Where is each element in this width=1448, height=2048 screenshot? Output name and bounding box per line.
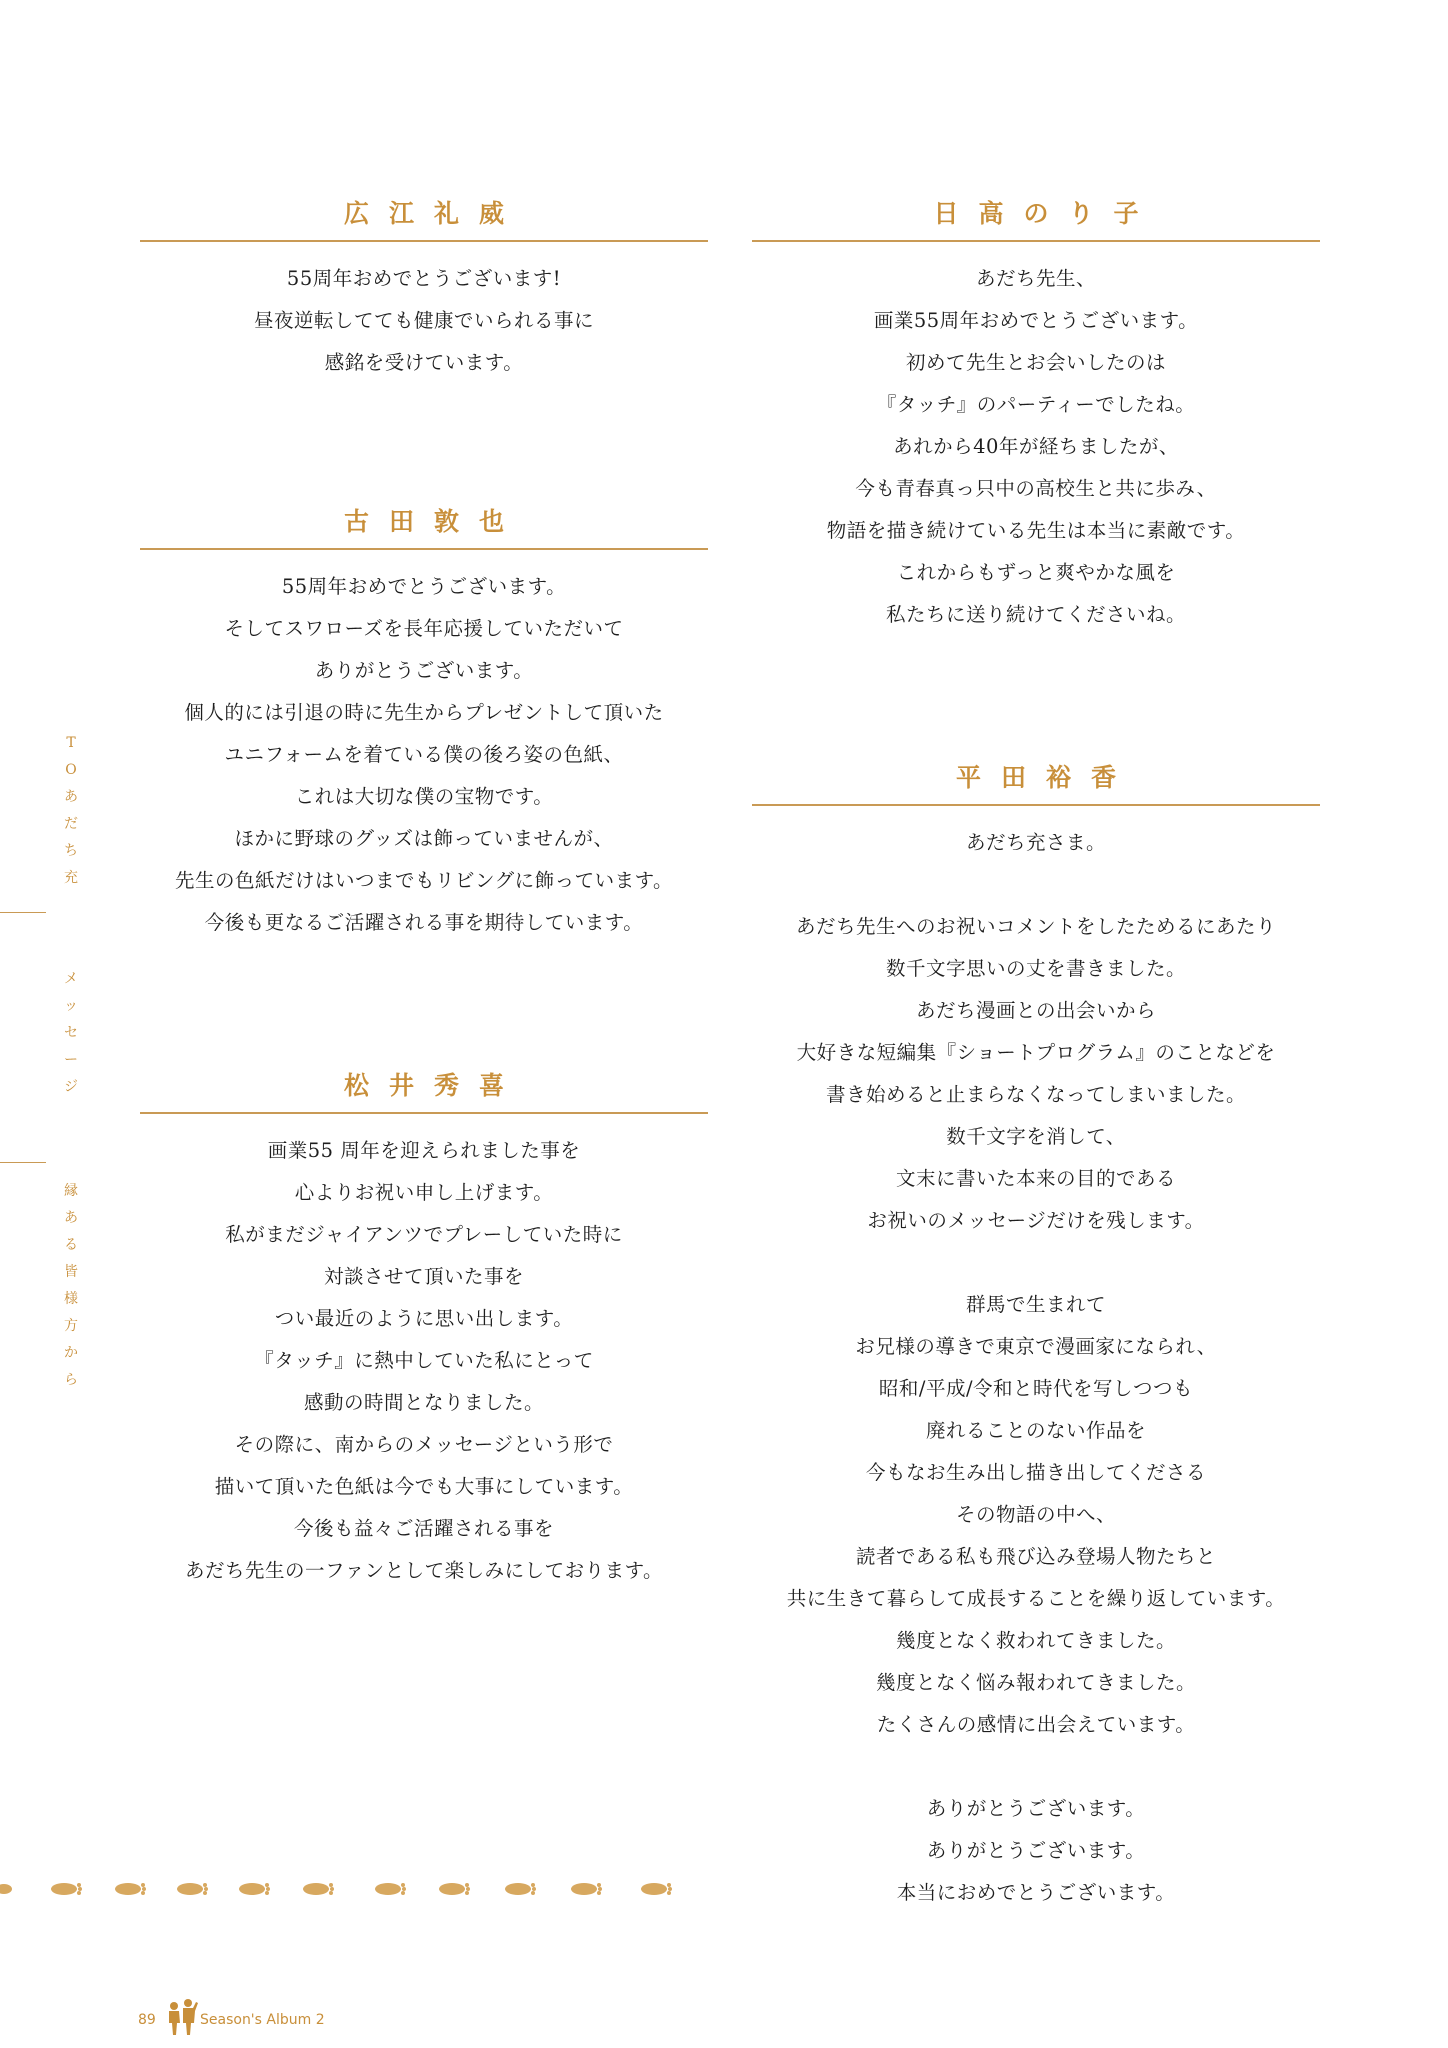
message-line: 感動の時間となりました。 <box>303 1391 544 1414</box>
message-line: 群馬で生まれて <box>965 1293 1106 1316</box>
message-line: これは大切な僕の宝物です。 <box>294 785 554 808</box>
message-line: 読者である私も飛び込み登場人物たちと <box>855 1545 1216 1568</box>
side-index-char: ジ <box>64 1079 78 1095</box>
side-index-char: メ <box>64 971 78 987</box>
message-line: 私たちに送り続けてくださいね。 <box>885 603 1186 626</box>
message-line: お祝いのメッセージだけを残します。 <box>867 1209 1205 1232</box>
message-section <box>752 760 1320 1914</box>
message-line: 大好きな短編集『ショートプログラム』のことなどを <box>796 1041 1276 1064</box>
message-line: 55周年おめでとうございます。 <box>281 575 567 598</box>
side-index-subtitle <box>58 966 84 1101</box>
message-line: 共に生きて暮らして成長することを繰り返しています。 <box>786 1587 1286 1610</box>
message-line: ほかに野球のグッズは飾っていませんが、 <box>234 827 614 850</box>
page-number: 89 <box>138 2012 156 2028</box>
side-index-char: 方 <box>64 1318 78 1334</box>
message-section <box>140 1068 708 1592</box>
message-body <box>140 1130 708 1592</box>
book-title: Season's Album 2 <box>200 2012 325 2028</box>
message-line <box>752 1242 1320 1284</box>
message-line: ユニフォームを着ている僕の後ろ姿の色紙、 <box>224 743 624 766</box>
message-line: 先生の色紙だけはいつまでもリビングに飾っています。 <box>174 869 674 892</box>
contributor-name: 広江礼威 <box>343 199 524 228</box>
contributor-name: 日高のり子 <box>933 199 1159 228</box>
message-line: 今も青春真っ只中の高校生と共に歩み、 <box>855 477 1217 500</box>
two-boys-silhouette-icon <box>164 1998 198 2036</box>
message-line: あだち先生、 <box>975 267 1096 290</box>
message-line: あだち先生へのお祝いコメントをしたためるにあたり <box>795 915 1276 938</box>
message-line: 物語を描き続けている先生は本当に素敵です。 <box>826 519 1246 542</box>
message-body <box>140 566 708 944</box>
heading-rule <box>752 804 1320 806</box>
side-index-char: セ <box>64 1025 78 1041</box>
message-line: 今後も更なるご活躍される事を期待しています。 <box>204 911 644 934</box>
message-line: 昭和/平成/令和と時代を写しつつも <box>878 1377 1194 1400</box>
message-line: その物語の中へ、 <box>955 1503 1116 1526</box>
message-line: そしてスワローズを長年応援していただいて <box>224 617 624 640</box>
message-line: 私がまだジャイアンツでプレーしていた時に <box>225 1223 623 1246</box>
message-line: 初めて先生とお会いしたのは <box>905 351 1166 374</box>
side-index-char: だ <box>64 816 78 832</box>
message-line: 55周年おめでとうございます! <box>286 267 562 290</box>
side-divider <box>0 1162 46 1163</box>
message-line: 数千文字を消して、 <box>946 1125 1126 1148</box>
side-index-char: ち <box>64 843 78 859</box>
message-line: ありがとうございます。 <box>926 1797 1146 1820</box>
message-line: 昼夜逆転してても健康でいられる事に <box>253 309 594 332</box>
side-index-char: 縁 <box>64 1183 78 1199</box>
message-line: 『タッチ』のパーティーでしたね。 <box>876 393 1196 416</box>
message-line <box>752 1746 1320 1788</box>
footprints-decoration <box>0 1876 700 1902</box>
message-line: 感銘を受けています。 <box>324 351 524 374</box>
message-line: あだち充さま。 <box>965 831 1106 854</box>
message-line: あれから40年が経ちましたが、 <box>893 435 1179 458</box>
message-line: つい最近のように思い出します。 <box>274 1307 574 1330</box>
message-line: 幾度となく悩み報われてきました。 <box>875 1671 1196 1694</box>
message-body <box>752 258 1320 636</box>
message-line: あだち漫画との出会いから <box>915 999 1156 1022</box>
message-line: 描いて頂いた色紙は今でも大事にしています。 <box>214 1475 634 1498</box>
message-line: 今もなお生み出し描き出してくださる <box>865 1461 1206 1484</box>
contributor-name: 古田敦也 <box>343 507 524 536</box>
side-index-char: あ <box>64 789 78 805</box>
contributor-name: 松井秀喜 <box>343 1071 524 1100</box>
message-line: これからもずっと爽やかな風を <box>896 561 1176 584</box>
side-index-char: 皆 <box>64 1264 78 1280</box>
message-line: 文末に書いた本来の目的である <box>895 1167 1176 1190</box>
side-index-char: あ <box>64 1210 78 1226</box>
side-index-char: ら <box>64 1372 78 1388</box>
message-body <box>140 258 708 384</box>
heading-rule <box>752 240 1320 242</box>
side-index-title <box>58 730 84 892</box>
side-index-char: か <box>64 1345 78 1361</box>
message-line: 『タッチ』に熱中していた私にとって <box>254 1349 594 1372</box>
message-section <box>752 196 1320 636</box>
side-index-char: ッ <box>64 998 78 1014</box>
side-divider <box>0 912 46 913</box>
message-line <box>752 864 1320 906</box>
message-line: その際に、南からのメッセージという形で <box>234 1433 614 1456</box>
message-line: あだち先生の一ファンとして楽しみにしております。 <box>184 1559 664 1582</box>
message-line: 心よりお祝い申し上げます。 <box>294 1181 554 1204</box>
heading-rule <box>140 548 708 550</box>
heading-rule <box>140 1112 708 1114</box>
heading-rule <box>140 240 708 242</box>
side-index-caption <box>58 1178 84 1394</box>
message-line: 画業55周年おめでとうございます。 <box>873 309 1199 332</box>
message-line: たくさんの感情に出会えています。 <box>876 1713 1196 1736</box>
message-line: 廃れることのない作品を <box>925 1419 1146 1442</box>
message-line: 数千文字思いの丈を書きました。 <box>885 957 1186 980</box>
side-index-char: 充 <box>64 870 78 886</box>
contributor-name: 平田裕香 <box>955 763 1136 792</box>
message-line: 対談させて頂いた事を <box>323 1265 524 1288</box>
message-line: 書き始めると止まらなくなってしまいました。 <box>825 1083 1246 1106</box>
side-index-char: T <box>66 735 76 751</box>
message-section <box>140 196 708 384</box>
message-line: 本当におめでとうございます。 <box>896 1881 1176 1904</box>
message-line: お兄様の導きで東京で漫画家になられ、 <box>855 1335 1217 1358</box>
message-line: 画業55 周年を迎えられました事を <box>267 1139 581 1162</box>
message-line: ありがとうございます。 <box>314 659 534 682</box>
message-line: 今後も益々ご活躍される事を <box>293 1517 554 1540</box>
message-line: ありがとうございます。 <box>926 1839 1146 1862</box>
side-index-char: ー <box>64 1052 78 1068</box>
side-index-char: 様 <box>64 1291 78 1307</box>
message-section <box>140 504 708 944</box>
message-body <box>752 822 1320 1914</box>
side-index-char: O <box>65 762 77 778</box>
message-line: 幾度となく救われてきました。 <box>895 1629 1176 1652</box>
footprint-icon <box>0 1876 700 1902</box>
message-line: 個人的には引退の時に先生からプレゼントして頂いた <box>184 701 664 724</box>
side-index-char: る <box>64 1237 78 1253</box>
